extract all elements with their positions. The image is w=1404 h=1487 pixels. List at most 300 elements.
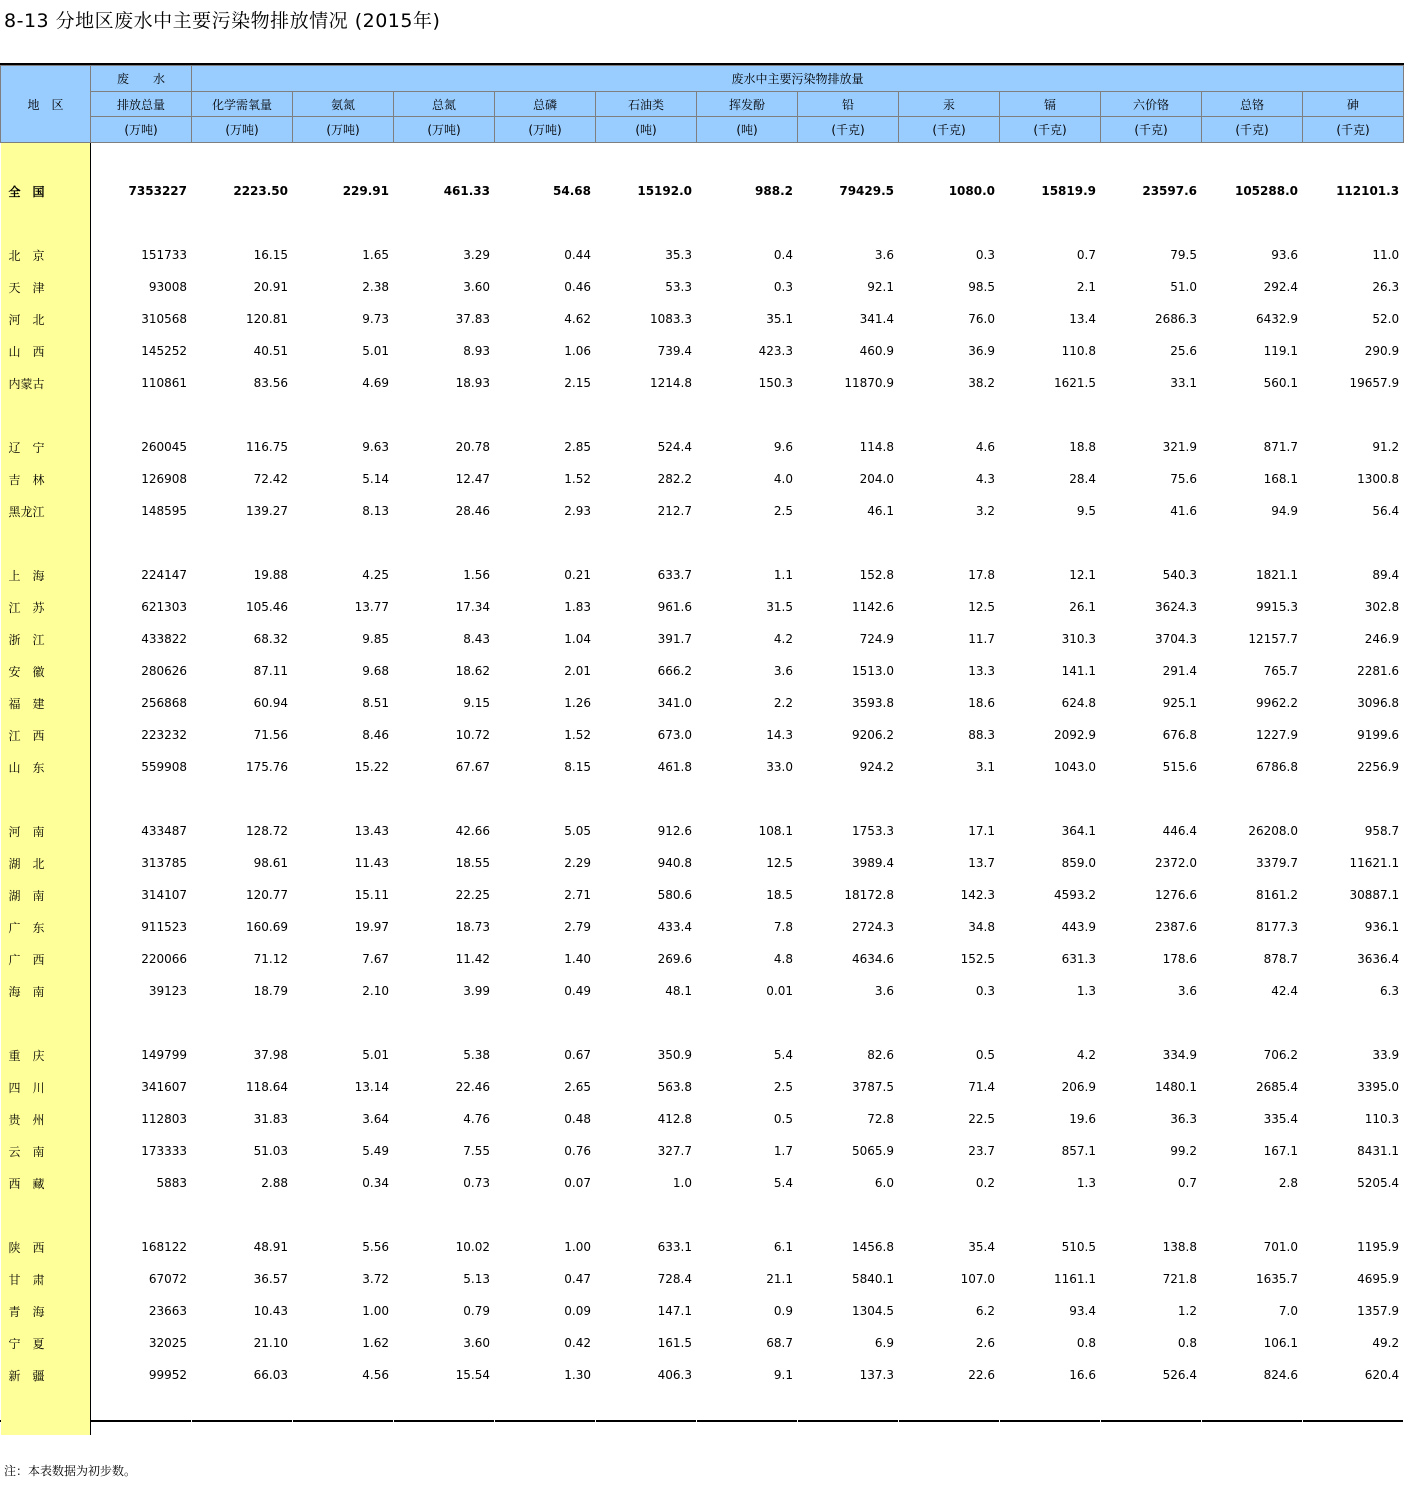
table-cell: 321.9	[1101, 431, 1202, 463]
table-cell: 149799	[91, 1039, 192, 1071]
table-cell: 310568	[91, 303, 192, 335]
table-cell: 666.2	[596, 655, 697, 687]
table-cell: 1635.7	[1202, 1263, 1303, 1295]
region-name: 重 庆	[1, 1039, 91, 1071]
table-cell: 19.97	[293, 911, 394, 943]
table-cell: 0.5	[899, 1039, 1000, 1071]
region-name: 青 海	[1, 1295, 91, 1327]
table-cell: 4634.6	[798, 943, 899, 975]
table-row	[1, 911, 1404, 943]
table-cell: 580.6	[596, 879, 697, 911]
column-header-unit: (千克)	[1101, 117, 1202, 143]
table-cell: 17.34	[394, 591, 495, 623]
table-cell: 5883	[91, 1167, 192, 1199]
table-cell: 48.91	[192, 1231, 293, 1263]
spacer-cell	[899, 1199, 1000, 1231]
table-cell: 150.3	[697, 367, 798, 399]
spacer-cell	[1101, 1199, 1202, 1231]
table-cell: 2.6	[899, 1327, 1000, 1359]
table-cell: 72.8	[798, 1103, 899, 1135]
table-cell: 3.6	[798, 975, 899, 1007]
table-cell: 857.1	[1000, 1135, 1101, 1167]
table-cell: 0.7	[1000, 239, 1101, 271]
table-cell: 148595	[91, 495, 192, 527]
spacer-cell	[192, 399, 293, 431]
table-cell: 18.5	[697, 879, 798, 911]
table-cell: 824.6	[1202, 1359, 1303, 1391]
table-cell: 19.88	[192, 559, 293, 591]
table-row	[1, 559, 1404, 591]
table-cell: 67.67	[394, 751, 495, 783]
table-cell: 1161.1	[1000, 1263, 1101, 1295]
table-cell: 60.94	[192, 687, 293, 719]
spacer-cell	[1101, 783, 1202, 815]
table-cell: 71.56	[192, 719, 293, 751]
table-cell: 5205.4	[1303, 1167, 1404, 1199]
table-cell: 87.11	[192, 655, 293, 687]
table-cell: 98.61	[192, 847, 293, 879]
region-name: 陕 西	[1, 1231, 91, 1263]
table-row	[1, 1071, 1404, 1103]
table-cell: 936.1	[1303, 911, 1404, 943]
table-cell: 67072	[91, 1263, 192, 1295]
table-cell: 1227.9	[1202, 719, 1303, 751]
table-cell: 2.1	[1000, 271, 1101, 303]
table-cell: 6.3	[1303, 975, 1404, 1007]
table-cell: 292.4	[1202, 271, 1303, 303]
table-cell: 3.2	[899, 495, 1000, 527]
table-cell: 9199.6	[1303, 719, 1404, 751]
table-cell: 161.5	[596, 1327, 697, 1359]
spacer-cell	[1000, 399, 1101, 431]
spacer-cell	[1202, 1199, 1303, 1231]
table-cell: 0.48	[495, 1103, 596, 1135]
region-name: 黑龙江	[1, 495, 91, 527]
table-cell: 26.1	[1000, 591, 1101, 623]
table-cell: 9.73	[293, 303, 394, 335]
table-cell: 1142.6	[798, 591, 899, 623]
table-cell: 1.26	[495, 687, 596, 719]
column-header-name: 六价铬	[1101, 92, 1202, 117]
table-cell: 0.79	[394, 1295, 495, 1327]
table-cell: 1.30	[495, 1359, 596, 1391]
table-header	[1, 66, 1404, 143]
table-cell: 433.4	[596, 911, 697, 943]
table-cell: 167.1	[1202, 1135, 1303, 1167]
table-cell: 38.2	[899, 367, 1000, 399]
table-cell: 39123	[91, 975, 192, 1007]
table-cell: 71.12	[192, 943, 293, 975]
table-cell: 33.1	[1101, 367, 1202, 399]
table-cell: 0.8	[1000, 1327, 1101, 1359]
table-cell: 302.8	[1303, 591, 1404, 623]
table-cell: 49.2	[1303, 1327, 1404, 1359]
table-cell: 13.43	[293, 815, 394, 847]
pollutant-table	[0, 65, 1404, 1435]
column-header-unit: (千克)	[798, 117, 899, 143]
table-cell: 1.06	[495, 335, 596, 367]
table-cell: 2.93	[495, 495, 596, 527]
table-cell: 269.6	[596, 943, 697, 975]
column-header-unit: (吨)	[596, 117, 697, 143]
table-cell: 8177.3	[1202, 911, 1303, 943]
table-cell: 2.29	[495, 847, 596, 879]
table-cell: 13.14	[293, 1071, 394, 1103]
column-header-unit: (吨)	[697, 117, 798, 143]
table-cell: 178.6	[1101, 943, 1202, 975]
table-cell: 433822	[91, 623, 192, 655]
column-header-name: 砷	[1303, 92, 1404, 117]
table-cell: 4.56	[293, 1359, 394, 1391]
table-cell: 107.0	[899, 1263, 1000, 1295]
table-cell: 11.7	[899, 623, 1000, 655]
spacer-row	[1, 399, 1404, 431]
spacer-cell	[1000, 1391, 1101, 1435]
table-cell: 0.3	[899, 975, 1000, 1007]
column-header-name: 总磷	[495, 92, 596, 117]
table-cell: 10.02	[394, 1231, 495, 1263]
spacer-cell	[394, 1391, 495, 1435]
table-cell: 510.5	[1000, 1231, 1101, 1263]
spacer-cell	[394, 399, 495, 431]
table-cell: 423.3	[697, 335, 798, 367]
table-cell: 0.5	[697, 1103, 798, 1135]
spacer-cell	[495, 399, 596, 431]
table-cell: 8161.2	[1202, 879, 1303, 911]
spacer-cell	[91, 1007, 192, 1039]
table-cell: 4.2	[1000, 1039, 1101, 1071]
table-row	[1, 1231, 1404, 1263]
page-title: 8-13 分地区废水中主要污染物排放情况 (2015年)	[4, 10, 441, 32]
region-name: 甘 肃	[1, 1263, 91, 1295]
table-cell: 15819.9	[1000, 143, 1101, 240]
table-cell: 8431.1	[1303, 1135, 1404, 1167]
table-cell: 21.10	[192, 1327, 293, 1359]
table-cell: 9.5	[1000, 495, 1101, 527]
table-cell: 11.0	[1303, 239, 1404, 271]
spacer-cell	[293, 527, 394, 559]
table-cell: 0.46	[495, 271, 596, 303]
table-cell: 88.3	[899, 719, 1000, 751]
region-name: 辽 宁	[1, 431, 91, 463]
table-cell: 911523	[91, 911, 192, 943]
wastewater-header-line1: 废 水	[91, 66, 192, 92]
table-cell: 20.78	[394, 431, 495, 463]
table-cell: 7.8	[697, 911, 798, 943]
table-cell: 5840.1	[798, 1263, 899, 1295]
table-cell: 9206.2	[798, 719, 899, 751]
region-name: 全 国	[1, 143, 91, 240]
table-cell: 26.3	[1303, 271, 1404, 303]
table-cell: 30887.1	[1303, 879, 1404, 911]
table-cell: 0.9	[697, 1295, 798, 1327]
table-cell: 2.38	[293, 271, 394, 303]
table-cell: 147.1	[596, 1295, 697, 1327]
spacer-cell	[1202, 399, 1303, 431]
table-cell: 8.51	[293, 687, 394, 719]
table-cell: 282.2	[596, 463, 697, 495]
table-cell: 0.3	[899, 239, 1000, 271]
table-row	[1, 239, 1404, 271]
table-cell: 4.8	[697, 943, 798, 975]
table-cell: 22.25	[394, 879, 495, 911]
table-cell: 0.21	[495, 559, 596, 591]
table-cell: 118.64	[192, 1071, 293, 1103]
table-cell: 11.42	[394, 943, 495, 975]
table-cell: 633.7	[596, 559, 697, 591]
column-header-name: 化学需氧量	[192, 92, 293, 117]
table-cell: 9962.2	[1202, 687, 1303, 719]
table-cell: 68.7	[697, 1327, 798, 1359]
table-cell: 48.1	[596, 975, 697, 1007]
spacer-cell	[899, 1007, 1000, 1039]
table-cell: 92.1	[798, 271, 899, 303]
spacer-row	[1, 527, 1404, 559]
table-cell: 110861	[91, 367, 192, 399]
table-cell: 3.1	[899, 751, 1000, 783]
region-name: 吉 林	[1, 463, 91, 495]
table-cell: 925.1	[1101, 687, 1202, 719]
table-cell: 0.67	[495, 1039, 596, 1071]
table-row	[1, 431, 1404, 463]
table-cell: 11870.9	[798, 367, 899, 399]
table-cell: 0.47	[495, 1263, 596, 1295]
table-cell: 310.3	[1000, 623, 1101, 655]
table-cell: 7353227	[91, 143, 192, 240]
table-cell: 22.6	[899, 1359, 1000, 1391]
column-header-name: 铅	[798, 92, 899, 117]
table-cell: 524.4	[596, 431, 697, 463]
table-cell: 152.5	[899, 943, 1000, 975]
table-cell: 37.83	[394, 303, 495, 335]
table-cell: 2686.3	[1101, 303, 1202, 335]
table-cell: 151733	[91, 239, 192, 271]
table-cell: 72.42	[192, 463, 293, 495]
spacer-cell	[192, 527, 293, 559]
table-cell: 313785	[91, 847, 192, 879]
region-name: 湖 北	[1, 847, 91, 879]
region-spacer	[1, 783, 91, 815]
pollutant-group-header: 废水中主要污染物排放量	[192, 66, 1404, 92]
table-cell: 11621.1	[1303, 847, 1404, 879]
footnote: 注：本表数据为初步数。	[4, 1464, 137, 1478]
table-cell: 327.7	[596, 1135, 697, 1167]
spacer-cell	[1303, 1391, 1404, 1435]
table-cell: 160.69	[192, 911, 293, 943]
spacer-cell	[495, 527, 596, 559]
table-cell: 5.4	[697, 1039, 798, 1071]
region-name: 江 苏	[1, 591, 91, 623]
table-cell: 0.76	[495, 1135, 596, 1167]
table-cell: 1080.0	[899, 143, 1000, 240]
spacer-cell	[798, 527, 899, 559]
table-cell: 859.0	[1000, 847, 1101, 879]
table-cell: 624.8	[1000, 687, 1101, 719]
spacer-cell	[798, 783, 899, 815]
table-cell: 1304.5	[798, 1295, 899, 1327]
table-cell: 52.0	[1303, 303, 1404, 335]
table-cell: 168122	[91, 1231, 192, 1263]
table-row	[1, 335, 1404, 367]
table-cell: 739.4	[596, 335, 697, 367]
table-cell: 18.73	[394, 911, 495, 943]
table-cell: 105288.0	[1202, 143, 1303, 240]
table-cell: 559908	[91, 751, 192, 783]
table-cell: 912.6	[596, 815, 697, 847]
table-cell: 79.5	[1101, 239, 1202, 271]
table-cell: 3704.3	[1101, 623, 1202, 655]
table-cell: 290.9	[1303, 335, 1404, 367]
table-cell: 0.09	[495, 1295, 596, 1327]
spacer-cell	[697, 399, 798, 431]
table-cell: 1.40	[495, 943, 596, 975]
spacer-cell	[1000, 1199, 1101, 1231]
table-cell: 1.7	[697, 1135, 798, 1167]
table-cell: 1.00	[495, 1231, 596, 1263]
table-cell: 406.3	[596, 1359, 697, 1391]
table-cell: 18.55	[394, 847, 495, 879]
region-name: 宁 夏	[1, 1327, 91, 1359]
table-row	[1, 1103, 1404, 1135]
table-row	[1, 303, 1404, 335]
table-cell: 75.6	[1101, 463, 1202, 495]
table-cell: 9.85	[293, 623, 394, 655]
table-cell: 6432.9	[1202, 303, 1303, 335]
table-cell: 1195.9	[1303, 1231, 1404, 1263]
table-cell: 82.6	[798, 1039, 899, 1071]
spacer-cell	[1101, 527, 1202, 559]
table-row	[1, 271, 1404, 303]
table-cell: 9915.3	[1202, 591, 1303, 623]
table-cell: 6.0	[798, 1167, 899, 1199]
table-cell: 18.93	[394, 367, 495, 399]
table-row	[1, 879, 1404, 911]
table-cell: 83.56	[192, 367, 293, 399]
table-cell: 878.7	[1202, 943, 1303, 975]
table-cell: 0.07	[495, 1167, 596, 1199]
region-name: 安 徽	[1, 655, 91, 687]
table-row	[1, 943, 1404, 975]
table-cell: 7.0	[1202, 1295, 1303, 1327]
region-name: 新 疆	[1, 1359, 91, 1391]
table-cell: 112803	[91, 1103, 192, 1135]
spacer-cell	[697, 527, 798, 559]
region-name: 天 津	[1, 271, 91, 303]
spacer-cell	[91, 527, 192, 559]
table-cell: 3636.4	[1303, 943, 1404, 975]
table-cell: 12.5	[899, 591, 1000, 623]
region-name: 山 西	[1, 335, 91, 367]
table-cell: 0.34	[293, 1167, 394, 1199]
table-cell: 9.1	[697, 1359, 798, 1391]
table-cell: 19.6	[1000, 1103, 1101, 1135]
table-cell: 91.2	[1303, 431, 1404, 463]
column-header-name: 汞	[899, 92, 1000, 117]
table-cell: 22.46	[394, 1071, 495, 1103]
table-cell: 51.03	[192, 1135, 293, 1167]
region-name: 四 川	[1, 1071, 91, 1103]
table-cell: 341607	[91, 1071, 192, 1103]
table-cell: 128.72	[192, 815, 293, 847]
spacer-cell	[91, 1391, 192, 1435]
table-cell: 5065.9	[798, 1135, 899, 1167]
table-cell: 3.6	[798, 239, 899, 271]
table-cell: 229.91	[293, 143, 394, 240]
region-name: 广 西	[1, 943, 91, 975]
table-cell: 18.6	[899, 687, 1000, 719]
region-column-header: 地 区	[1, 66, 91, 143]
table-cell: 15.54	[394, 1359, 495, 1391]
table-cell: 6.2	[899, 1295, 1000, 1327]
region-name: 贵 州	[1, 1103, 91, 1135]
table-cell: 37.98	[192, 1039, 293, 1071]
spacer-row	[1, 783, 1404, 815]
column-header-unit: (千克)	[899, 117, 1000, 143]
table-cell: 314107	[91, 879, 192, 911]
table-cell: 212.7	[596, 495, 697, 527]
spacer-cell	[899, 527, 1000, 559]
table-cell: 15.22	[293, 751, 394, 783]
table-cell: 1.83	[495, 591, 596, 623]
table-cell: 988.2	[697, 143, 798, 240]
table-cell: 35.3	[596, 239, 697, 271]
table-cell: 3989.4	[798, 847, 899, 879]
table-cell: 18.79	[192, 975, 293, 1007]
table-cell: 23663	[91, 1295, 192, 1327]
spacer-cell	[596, 399, 697, 431]
table-cell: 4.25	[293, 559, 394, 591]
table-cell: 2685.4	[1202, 1071, 1303, 1103]
table-cell: 5.05	[495, 815, 596, 847]
table-cell: 79429.5	[798, 143, 899, 240]
column-header-unit: (万吨)	[495, 117, 596, 143]
table-cell: 1.62	[293, 1327, 394, 1359]
spacer-cell	[394, 1007, 495, 1039]
table-cell: 433487	[91, 815, 192, 847]
region-spacer	[1, 399, 91, 431]
table-cell: 10.72	[394, 719, 495, 751]
table-cell: 1753.3	[798, 815, 899, 847]
table-cell: 3.29	[394, 239, 495, 271]
spacer-cell	[293, 783, 394, 815]
column-header-unit: (万吨)	[293, 117, 394, 143]
table-cell: 446.4	[1101, 815, 1202, 847]
table-cell: 2.5	[697, 1071, 798, 1103]
table-cell: 8.46	[293, 719, 394, 751]
spacer-cell	[798, 1391, 899, 1435]
spacer-row	[1, 1007, 1404, 1039]
table-cell: 1.52	[495, 719, 596, 751]
table-cell: 256868	[91, 687, 192, 719]
table-cell: 223232	[91, 719, 192, 751]
table-row	[1, 687, 1404, 719]
table-cell: 89.4	[1303, 559, 1404, 591]
table-cell: 206.9	[1000, 1071, 1101, 1103]
spacer-cell	[495, 1007, 596, 1039]
table-cell: 1821.1	[1202, 559, 1303, 591]
table-cell: 2.71	[495, 879, 596, 911]
spacer-cell	[697, 1391, 798, 1435]
table-cell: 2.01	[495, 655, 596, 687]
spacer-cell	[697, 783, 798, 815]
table-row	[1, 975, 1404, 1007]
table-cell: 2372.0	[1101, 847, 1202, 879]
table-cell: 71.4	[899, 1071, 1000, 1103]
spacer-cell	[91, 1199, 192, 1231]
table-cell: 631.3	[1000, 943, 1101, 975]
region-name: 海 南	[1, 975, 91, 1007]
table-cell: 2256.9	[1303, 751, 1404, 783]
